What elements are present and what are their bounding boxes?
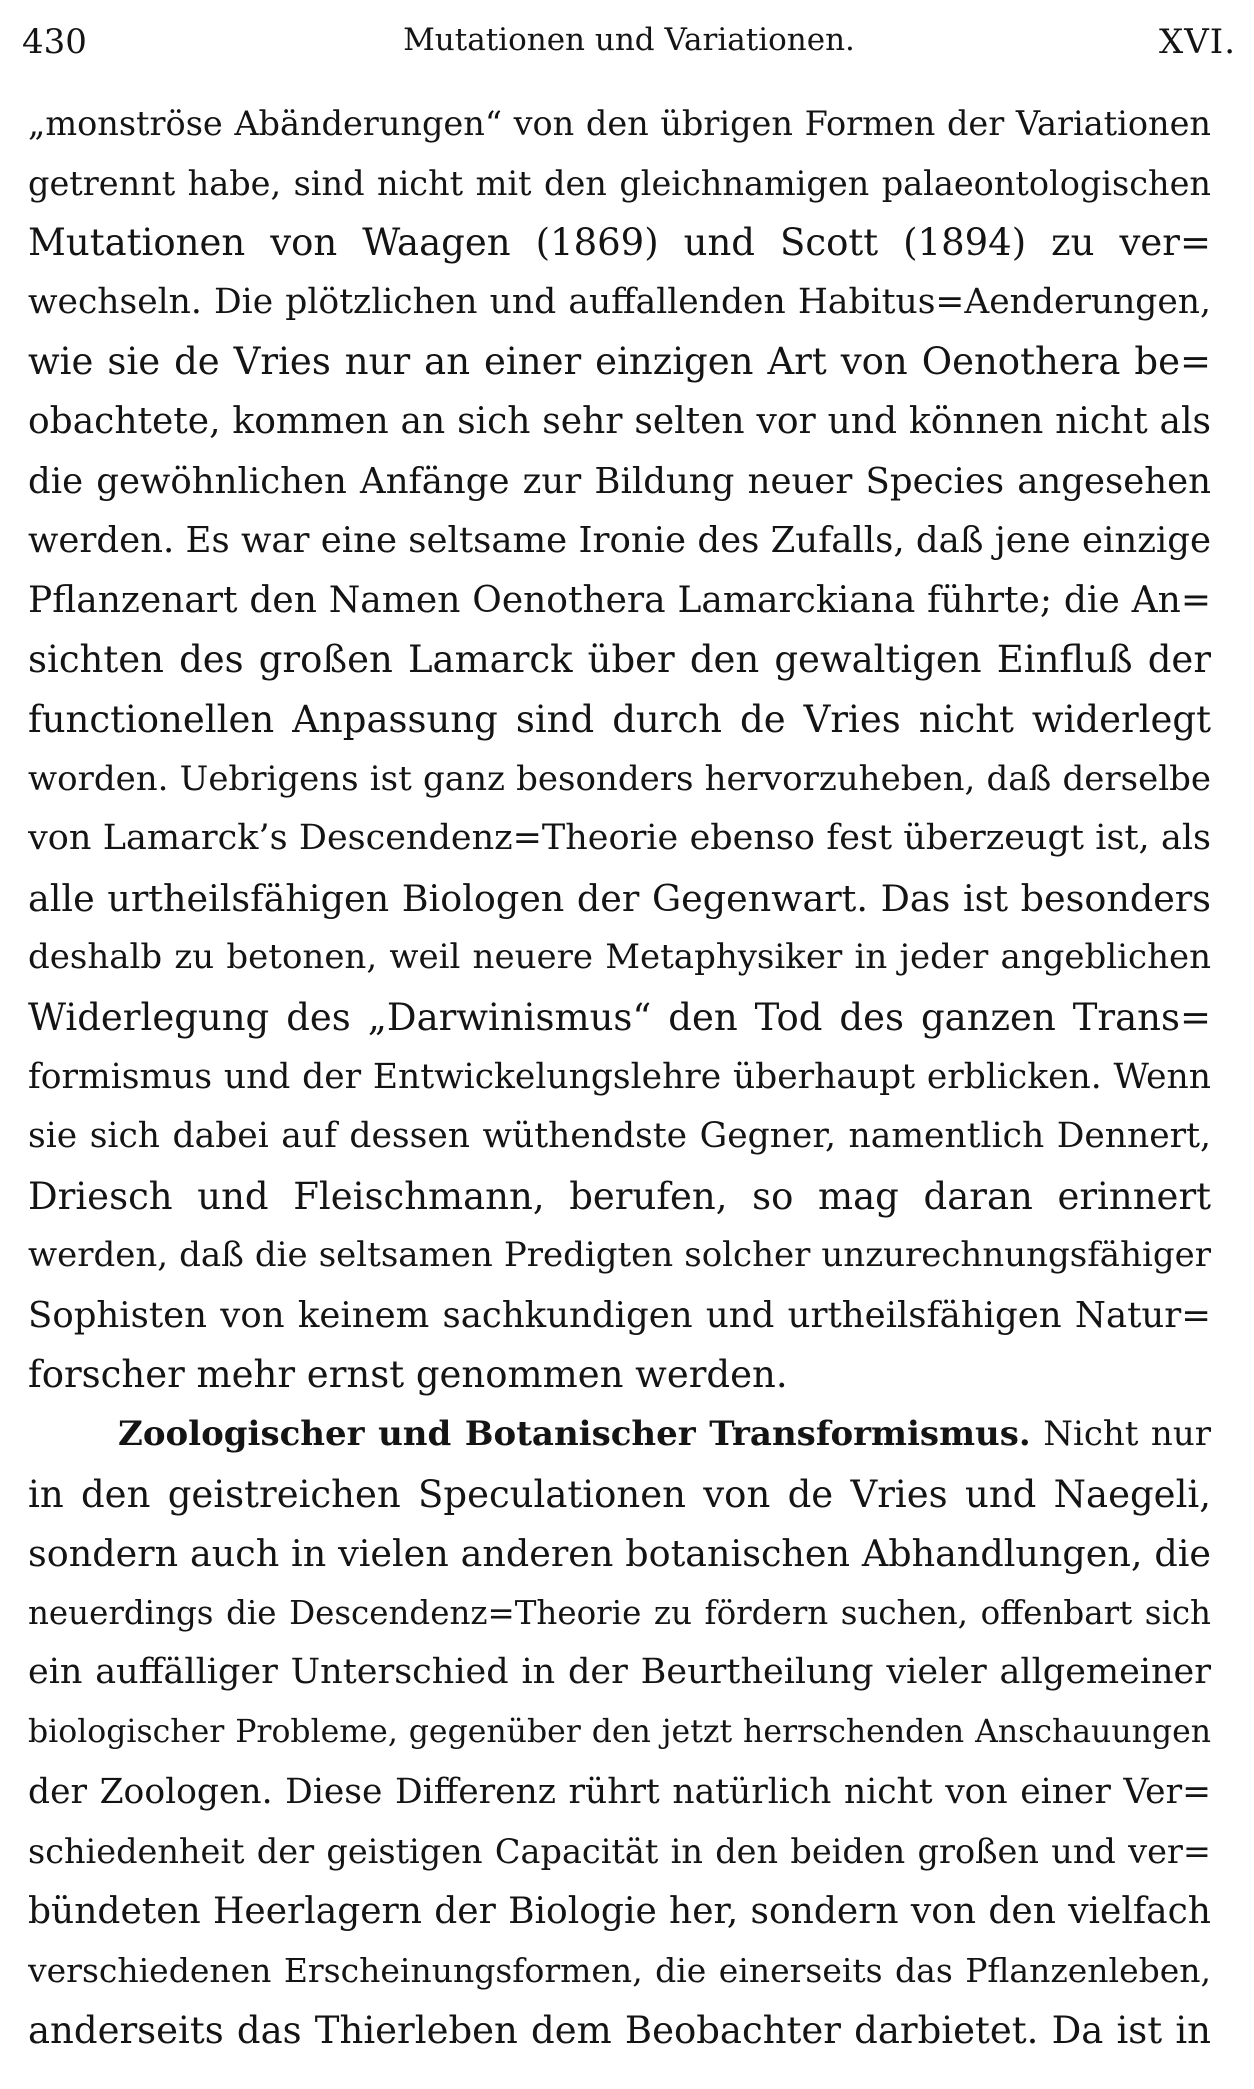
text-line: functionellen Anpassung sind durch de Vries nicht widerlegt bbox=[28, 697, 1211, 741]
page-number: 430 bbox=[22, 22, 87, 62]
text-line: anderseits das Thierleben dem Beobachter darbietet. Da ist in bbox=[28, 2009, 1211, 2052]
paragraph-2 bbox=[28, 1405, 1211, 2061]
text-line: sondern auch in vielen anderen botanischen Abhandlungen, die bbox=[28, 1532, 1211, 1576]
text-line: werden, daß die seltsamen Predigten solcher unzurechnungsfähiger bbox=[28, 1235, 1211, 1276]
text-line: schiedenheit der geistigen Capacität in den beiden großen und ver= bbox=[28, 1832, 1211, 1872]
text-line: verschiedenen Erscheinungsformen, die einerseits das Pflanzenleben, bbox=[28, 1951, 1211, 1991]
text-line: Driesch und Fleischmann, berufen, so mag daran erinnert bbox=[28, 1174, 1211, 1218]
text-line: formismus und der Entwickelungslehre überhaupt erblicken. Wenn bbox=[28, 1056, 1211, 1097]
paragraph-1 bbox=[28, 94, 1211, 1405]
chapter-number: XVI. bbox=[1159, 22, 1236, 62]
text-line: obachtete, kommen an sich sehr selten vor und können nicht als bbox=[28, 400, 1211, 442]
text-line: Sophisten von keinem sachkundigen und urtheilsfähigen Natur= bbox=[28, 1294, 1211, 1336]
text-line: forscher mehr ernst genommen werden. bbox=[28, 1353, 788, 1397]
text-line: getrennt habe, sind nicht mit den gleichnamigen palaeontologischen bbox=[28, 163, 1211, 203]
page-header bbox=[22, 14, 1236, 74]
section-heading-line bbox=[28, 1405, 1211, 1465]
text-line: deshalb zu betonen, weil neuere Metaphysiker in jeder angeblichen bbox=[28, 937, 1211, 978]
heading-line-continuation: Nicht nur bbox=[1043, 1414, 1211, 1455]
text-line: „monströse Abänderungen“ von den übrigen Formen der Variationen bbox=[28, 104, 1211, 143]
text-line: in den geistreichen Speculationen von de Vries und Naegeli, bbox=[28, 1472, 1211, 1516]
section-heading: Zoologischer und Botanischer Transformismus. bbox=[118, 1414, 1031, 1455]
text-line: alle urtheilsfähigen Biologen der Gegenwart. Das ist besonders bbox=[28, 876, 1211, 920]
text-line: neuerdings die Descendenz=Theorie zu fördern suchen, offenbart sich bbox=[28, 1593, 1211, 1632]
text-line: die gewöhnlichen Anfänge zur Bildung neuer Species angesehen bbox=[28, 460, 1211, 502]
text-line: biologischer Probleme, gegenüber den jetzt herrschenden Anschauungen bbox=[28, 1714, 1211, 1751]
body-text bbox=[28, 94, 1211, 2061]
text-line: ein auffälliger Unterschied in der Beurtheilung vieler allgemeiner bbox=[28, 1652, 1211, 1693]
text-line: der Zoologen. Diese Differenz rührt natürlich nicht von einer Ver= bbox=[28, 1771, 1211, 1812]
text-line: wie sie de Vries nur an einer einzigen Art von Oenothera be= bbox=[28, 340, 1211, 384]
text-line: worden. Uebrigens ist ganz besonders hervorzuheben, daß derselbe bbox=[28, 758, 1211, 799]
text-line: sichten des großen Lamarck über den gewaltigen Einfluß der bbox=[28, 638, 1211, 682]
text-line: werden. Es war eine seltsame Ironie des Zufalls, daß jene einzige bbox=[28, 520, 1211, 562]
text-line: sie sich dabei auf dessen wüthendste Gegner, namentlich Dennert, bbox=[28, 1116, 1211, 1157]
text-line: wechseln. Die plötzlichen und auffallenden Habitus=Aenderungen, bbox=[28, 281, 1211, 322]
text-line: Mutationen von Waagen (1869) und Scott (1894) zu ver= bbox=[28, 221, 1211, 265]
text-line: von Lamarck’s Descendenz=Theorie ebenso fest überzeugt ist, als bbox=[28, 818, 1211, 859]
running-title: Mutationen und Variationen. bbox=[403, 22, 855, 58]
text-line: Pflanzenart den Namen Oenothera Lamarckiana führte; die An= bbox=[28, 579, 1211, 621]
text-line: bündeten Heerlagern der Biologie her, sondern von den vielfach bbox=[28, 1890, 1211, 1932]
text-line: Widerlegung des „Darwinismus“ den Tod des ganzen Trans= bbox=[28, 995, 1211, 1039]
